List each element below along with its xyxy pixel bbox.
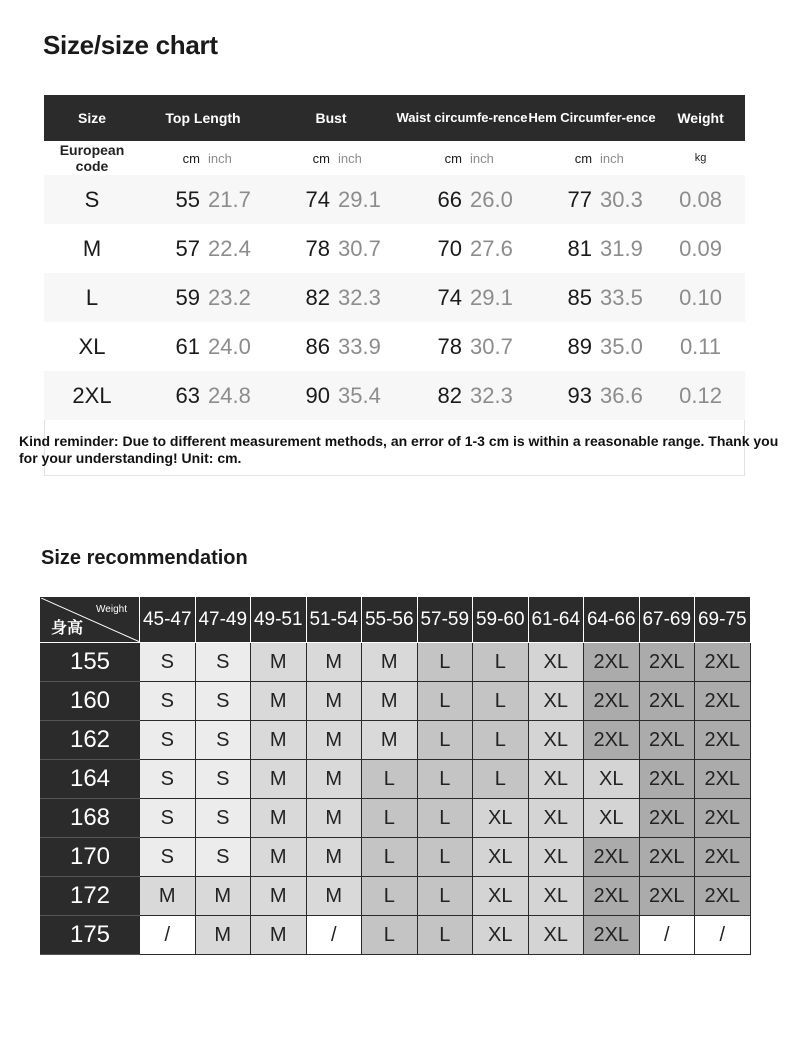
size-cell: L bbox=[417, 760, 473, 799]
size-cell: S bbox=[195, 760, 251, 799]
hem-in-value: 36.6 bbox=[596, 371, 656, 420]
size-chart-table bbox=[44, 95, 745, 420]
size-cell: L bbox=[473, 682, 529, 721]
height-row bbox=[41, 682, 751, 721]
height-label: 170 bbox=[41, 838, 140, 877]
size-cell: L bbox=[417, 916, 473, 955]
hem-in-value: 35.0 bbox=[596, 322, 656, 371]
top-in-value: 22.4 bbox=[204, 224, 266, 273]
weight-range-header: 57-59 bbox=[417, 598, 473, 643]
size-cell: XL bbox=[473, 838, 529, 877]
size-cell: 2XL bbox=[639, 721, 695, 760]
hem-cm-value: 89 bbox=[528, 322, 596, 371]
unit-cm: cm bbox=[266, 141, 334, 175]
size-cell: L bbox=[362, 916, 418, 955]
size-cell: L bbox=[417, 838, 473, 877]
size-cell: 2XL bbox=[639, 877, 695, 916]
size-cell: XL bbox=[528, 877, 584, 916]
size-row bbox=[44, 175, 745, 224]
size-cell: M bbox=[195, 877, 251, 916]
size-cell: L bbox=[362, 838, 418, 877]
size-cell: XL bbox=[528, 799, 584, 838]
waist-in-value: 26.0 bbox=[466, 175, 528, 224]
waist-cm-value: 66 bbox=[396, 175, 466, 224]
weight-range-header: 64-66 bbox=[584, 598, 640, 643]
bust-cm-value: 74 bbox=[266, 175, 334, 224]
waist-cm-value: 70 bbox=[396, 224, 466, 273]
size-chart-title: Size/size chart bbox=[43, 30, 218, 60]
size-cell: 2XL bbox=[584, 877, 640, 916]
size-cell: XL bbox=[473, 877, 529, 916]
size-cell: S bbox=[140, 760, 196, 799]
height-label: 175 bbox=[41, 916, 140, 955]
bust-in-value: 32.3 bbox=[334, 273, 396, 322]
size-cell: 2XL bbox=[695, 760, 751, 799]
size-cell: M bbox=[140, 877, 196, 916]
size-label: XL bbox=[44, 322, 140, 371]
size-cell: S bbox=[195, 643, 251, 682]
size-row bbox=[44, 371, 745, 420]
height-row bbox=[41, 760, 751, 799]
bust-in-value: 33.9 bbox=[334, 322, 396, 371]
recommendation-table bbox=[40, 597, 751, 955]
size-cell: XL bbox=[528, 838, 584, 877]
size-cell: XL bbox=[528, 760, 584, 799]
size-label: L bbox=[44, 273, 140, 322]
size-cell: M bbox=[362, 643, 418, 682]
weight-range-header: 61-64 bbox=[528, 598, 584, 643]
size-cell: 2XL bbox=[639, 682, 695, 721]
size-cell: S bbox=[140, 799, 196, 838]
size-cell: M bbox=[251, 760, 307, 799]
header-size: Size bbox=[44, 95, 140, 141]
size-cell: S bbox=[140, 838, 196, 877]
hem-cm-value: 81 bbox=[528, 224, 596, 273]
size-cell: XL bbox=[528, 721, 584, 760]
size-cell: L bbox=[417, 799, 473, 838]
size-cell: / bbox=[140, 916, 196, 955]
size-cell: M bbox=[306, 760, 362, 799]
size-cell: XL bbox=[473, 916, 529, 955]
header-bust: Bust bbox=[266, 95, 396, 141]
unit-inch: inch bbox=[466, 141, 528, 175]
size-cell: / bbox=[306, 916, 362, 955]
size-cell: M bbox=[306, 643, 362, 682]
size-cell: XL bbox=[473, 799, 529, 838]
size-recommendation-grid bbox=[40, 597, 751, 955]
height-row bbox=[41, 643, 751, 682]
size-cell: S bbox=[195, 682, 251, 721]
weight-value: 0.12 bbox=[656, 371, 745, 420]
bust-in-value: 29.1 bbox=[334, 175, 396, 224]
weight-value: 0.08 bbox=[656, 175, 745, 224]
height-row bbox=[41, 916, 751, 955]
weight-value: 0.09 bbox=[656, 224, 745, 273]
weight-range-header: 59-60 bbox=[473, 598, 529, 643]
european-code-label: European code bbox=[44, 141, 140, 175]
header-waist: Waist circumfe-rence bbox=[396, 95, 528, 141]
size-cell: XL bbox=[528, 643, 584, 682]
size-cell: M bbox=[306, 799, 362, 838]
size-cell: L bbox=[362, 760, 418, 799]
top-cm-value: 63 bbox=[140, 371, 204, 420]
size-row bbox=[44, 322, 745, 371]
header-top-length: Top Length bbox=[140, 95, 266, 141]
top-cm-value: 55 bbox=[140, 175, 204, 224]
size-cell: S bbox=[195, 799, 251, 838]
size-cell: 2XL bbox=[695, 682, 751, 721]
unit-inch: inch bbox=[204, 141, 266, 175]
size-cell: M bbox=[362, 682, 418, 721]
hem-cm-value: 77 bbox=[528, 175, 596, 224]
size-cell: L bbox=[473, 643, 529, 682]
unit-kg: kg bbox=[656, 141, 745, 175]
size-cell: L bbox=[473, 721, 529, 760]
weight-range-header: 55-56 bbox=[362, 598, 418, 643]
weight-range-header: 51-54 bbox=[306, 598, 362, 643]
weight-range-header: 47-49 bbox=[195, 598, 251, 643]
top-cm-value: 59 bbox=[140, 273, 204, 322]
size-cell: M bbox=[251, 838, 307, 877]
size-cell: 2XL bbox=[695, 838, 751, 877]
size-cell: XL bbox=[528, 682, 584, 721]
size-label: S bbox=[44, 175, 140, 224]
size-cell: 2XL bbox=[584, 838, 640, 877]
size-cell: 2XL bbox=[639, 760, 695, 799]
size-cell: L bbox=[417, 682, 473, 721]
height-label: 155 bbox=[41, 643, 140, 682]
top-in-value: 24.8 bbox=[204, 371, 266, 420]
hem-in-value: 33.5 bbox=[596, 273, 656, 322]
unit-cm: cm bbox=[528, 141, 596, 175]
size-cell: M bbox=[195, 916, 251, 955]
height-label: 162 bbox=[41, 721, 140, 760]
height-label: 164 bbox=[41, 760, 140, 799]
size-cell: 2XL bbox=[584, 721, 640, 760]
size-cell: L bbox=[417, 721, 473, 760]
size-cell: L bbox=[417, 643, 473, 682]
weight-range-header: 67-69 bbox=[639, 598, 695, 643]
hem-in-value: 31.9 bbox=[596, 224, 656, 273]
unit-inch: inch bbox=[596, 141, 656, 175]
size-cell: M bbox=[251, 916, 307, 955]
top-in-value: 21.7 bbox=[204, 175, 266, 224]
size-cell: 2XL bbox=[639, 643, 695, 682]
height-row bbox=[41, 721, 751, 760]
size-cell: 2XL bbox=[639, 799, 695, 838]
bust-cm-value: 82 bbox=[266, 273, 334, 322]
height-row bbox=[41, 838, 751, 877]
bust-cm-value: 86 bbox=[266, 322, 334, 371]
size-cell: 2XL bbox=[695, 877, 751, 916]
header-hem: Hem Circumfer-ence bbox=[528, 95, 656, 141]
size-cell: S bbox=[140, 682, 196, 721]
weight-value: 0.11 bbox=[656, 322, 745, 371]
height-row bbox=[41, 799, 751, 838]
size-cell: XL bbox=[584, 760, 640, 799]
bust-in-value: 35.4 bbox=[334, 371, 396, 420]
unit-cm: cm bbox=[396, 141, 466, 175]
size-cell: L bbox=[417, 877, 473, 916]
size-cell: M bbox=[306, 838, 362, 877]
size-cell: 2XL bbox=[695, 799, 751, 838]
unit-cm: cm bbox=[140, 141, 204, 175]
size-cell: L bbox=[362, 877, 418, 916]
height-label: 172 bbox=[41, 877, 140, 916]
hem-cm-value: 93 bbox=[528, 371, 596, 420]
unit-inch: inch bbox=[334, 141, 396, 175]
size-cell: M bbox=[251, 721, 307, 760]
size-cell: S bbox=[140, 643, 196, 682]
height-label: 160 bbox=[41, 682, 140, 721]
size-cell: 2XL bbox=[639, 838, 695, 877]
size-cell: L bbox=[473, 760, 529, 799]
weight-value: 0.10 bbox=[656, 273, 745, 322]
size-cell: M bbox=[251, 799, 307, 838]
size-cell: / bbox=[695, 916, 751, 955]
waist-cm-value: 82 bbox=[396, 371, 466, 420]
size-cell: 2XL bbox=[695, 643, 751, 682]
size-cell: 2XL bbox=[584, 682, 640, 721]
corner-cell bbox=[41, 598, 140, 643]
waist-cm-value: 74 bbox=[396, 273, 466, 322]
top-cm-value: 57 bbox=[140, 224, 204, 273]
weight-range-header: 69-75 bbox=[695, 598, 751, 643]
size-cell: M bbox=[251, 877, 307, 916]
weight-range-header: 45-47 bbox=[140, 598, 196, 643]
size-cell: S bbox=[195, 838, 251, 877]
bust-in-value: 30.7 bbox=[334, 224, 396, 273]
size-cell: XL bbox=[584, 799, 640, 838]
waist-in-value: 27.6 bbox=[466, 224, 528, 273]
size-cell: S bbox=[140, 721, 196, 760]
weight-header-row bbox=[41, 598, 751, 643]
size-cell: M bbox=[251, 682, 307, 721]
height-label: 168 bbox=[41, 799, 140, 838]
size-cell: 2XL bbox=[584, 916, 640, 955]
size-cell: M bbox=[306, 682, 362, 721]
size-label: 2XL bbox=[44, 371, 140, 420]
size-cell: M bbox=[306, 877, 362, 916]
measurement-note: Kind reminder: Due to different measurement methods, an error of 1-3 cm is within a reasonable range. Thank you for your understanding! Unit: cm. bbox=[19, 433, 779, 466]
size-recommendation-title: Size recommendation bbox=[41, 547, 248, 569]
waist-in-value: 29.1 bbox=[466, 273, 528, 322]
top-in-value: 23.2 bbox=[204, 273, 266, 322]
size-cell: L bbox=[362, 799, 418, 838]
top-in-value: 24.0 bbox=[204, 322, 266, 371]
height-row bbox=[41, 877, 751, 916]
waist-in-value: 32.3 bbox=[466, 371, 528, 420]
height-axis-label: 身高 bbox=[51, 620, 84, 637]
weight-axis-label: Weight bbox=[96, 604, 127, 615]
size-cell: / bbox=[639, 916, 695, 955]
top-cm-value: 61 bbox=[140, 322, 204, 371]
hem-in-value: 30.3 bbox=[596, 175, 656, 224]
size-row bbox=[44, 273, 745, 322]
size-chart bbox=[44, 95, 745, 476]
size-row bbox=[44, 224, 745, 273]
bust-cm-value: 78 bbox=[266, 224, 334, 273]
size-cell: M bbox=[251, 643, 307, 682]
size-cell: XL bbox=[528, 916, 584, 955]
size-cell: M bbox=[306, 721, 362, 760]
header-weight: Weight bbox=[656, 95, 745, 141]
weight-range-header: 49-51 bbox=[251, 598, 307, 643]
waist-cm-value: 78 bbox=[396, 322, 466, 371]
waist-in-value: 30.7 bbox=[466, 322, 528, 371]
bust-cm-value: 90 bbox=[266, 371, 334, 420]
size-cell: S bbox=[195, 721, 251, 760]
size-cell: 2XL bbox=[584, 643, 640, 682]
hem-cm-value: 85 bbox=[528, 273, 596, 322]
size-cell: M bbox=[362, 721, 418, 760]
size-chart-header-row bbox=[44, 95, 745, 141]
unit-row bbox=[44, 141, 745, 175]
size-label: M bbox=[44, 224, 140, 273]
size-cell: 2XL bbox=[695, 721, 751, 760]
